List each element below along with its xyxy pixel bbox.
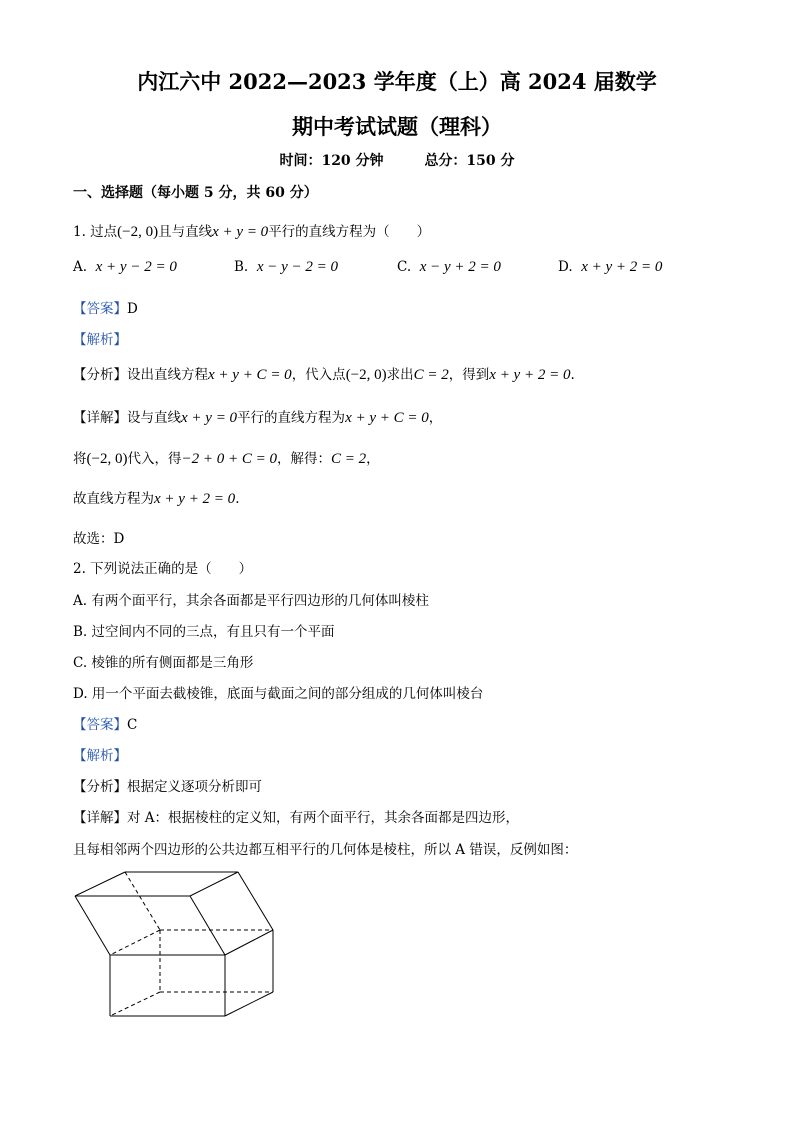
q1-option-c xyxy=(397,259,501,276)
q1-stem-a: 1. 过点 xyxy=(73,224,118,240)
q1-stem xyxy=(73,220,430,241)
edge xyxy=(190,872,238,896)
option-text: x + y + 2 = 0 xyxy=(581,259,663,275)
fenxi-text: . xyxy=(570,367,575,383)
xiangjie-text: 代入，得 xyxy=(127,451,182,467)
q1-point: (−2, 0) xyxy=(117,224,159,240)
q1-fenxi xyxy=(73,363,575,384)
xiangjie-text: 故直线方程为 xyxy=(73,491,154,507)
xiangjie-eq: x + y + 2 = 0 xyxy=(154,491,236,507)
answer-tag: 【答案】 xyxy=(73,717,127,733)
q2-option-d: D. 用一个平面去截棱锥，底面与截面之间的部分组成的几何体叫棱台 xyxy=(73,686,484,702)
q1-choose: 故选：D xyxy=(73,531,125,547)
q1-xiangjie-1 xyxy=(73,406,442,427)
q1-option-a xyxy=(73,259,177,276)
q1-option-d xyxy=(558,259,662,276)
edge xyxy=(75,896,110,955)
q1-stem-c: 平行的直线方程为（ ） xyxy=(268,224,431,240)
fenxi-text: 根据定义逐项分析即可 xyxy=(127,779,262,795)
q2-stem: 2. 下列说法正确的是（ ） xyxy=(73,561,253,577)
fenxi-eq: x + y + C = 0 xyxy=(208,367,292,383)
exam-subtitle: 期中考试试题（理科） xyxy=(292,114,502,139)
answer-value: C xyxy=(127,717,138,733)
xiangjie-text: ， xyxy=(366,451,380,467)
q1-line: x + y = 0 xyxy=(212,224,269,240)
xiangjie-text: 平行的直线方程为 xyxy=(237,410,346,426)
exam-score: 总分：150 分 xyxy=(424,153,515,169)
xiangjie-eq: x + y = 0 xyxy=(181,410,238,426)
xiangjie-eq: C = 2 xyxy=(330,451,367,467)
fenxi-text: 设出直线方程 xyxy=(127,367,208,383)
answer-value: D xyxy=(127,301,138,317)
q1-xiangjie-2 xyxy=(73,447,380,468)
fenxi-tag: 【分析】 xyxy=(73,779,127,795)
xiangjie-text: . xyxy=(235,491,240,507)
xiangjie-point: (−2, 0) xyxy=(86,451,128,467)
section-heading: 一、选择题（每小题 5 分，共 60 分） xyxy=(73,185,318,201)
q2-option-c: C. 棱锥的所有侧面都是三角形 xyxy=(73,655,254,671)
q2-fenxi xyxy=(73,775,262,795)
xiangjie-eq: −2 + 0 + C = 0 xyxy=(181,451,277,467)
xiangjie-text: ，解得： xyxy=(276,451,331,467)
xiangjie-text: 将 xyxy=(73,451,87,467)
option-key: A. xyxy=(73,259,88,275)
q2-analysis-tag: 【解析】 xyxy=(73,748,127,764)
edge xyxy=(238,872,273,930)
xiangjie-eq: x + y + C = 0 xyxy=(345,410,429,426)
fenxi-text: 求出 xyxy=(386,367,414,383)
edge xyxy=(225,992,273,1016)
q1-answer xyxy=(73,297,138,317)
hidden-edge xyxy=(110,992,160,1016)
q2-xiangjie-1 xyxy=(73,806,519,826)
hidden-edge xyxy=(125,872,160,930)
xiangjie-tag: 【详解】 xyxy=(73,410,127,426)
option-key: B. xyxy=(234,259,249,275)
xiangjie-text: 对 A：根据棱柱的定义知，有两个面平行，其余各面都是四边形， xyxy=(127,810,520,826)
q1-analysis-tag: 【解析】 xyxy=(73,332,127,348)
exam-meta xyxy=(0,150,794,170)
solid-figure xyxy=(73,862,283,1022)
answer-tag: 【答案】 xyxy=(73,301,127,317)
fenxi-text: ，代入点 xyxy=(291,367,346,383)
q2-option-a: A. 有两个面平行，其余各面都是平行四边形的几何体叫棱柱 xyxy=(73,593,429,609)
q1-xiangjie-3 xyxy=(73,487,239,508)
xiangjie-text: ， xyxy=(428,410,443,426)
fenxi-text: ，得到 xyxy=(448,367,490,383)
q1-option-b xyxy=(234,259,338,276)
q2-option-b: B. 过空间内不同的三点，有且只有一个平面 xyxy=(73,624,335,640)
edge xyxy=(190,896,225,955)
fenxi-tag: 【分析】 xyxy=(73,367,127,383)
xiangjie-tag: 【详解】 xyxy=(73,810,127,826)
edge xyxy=(75,872,125,896)
option-key: C. xyxy=(397,259,412,275)
edge xyxy=(225,930,273,955)
exam-title: 内江六中 2022—2023 学年度（上）高 2024 届数学 xyxy=(137,69,657,94)
fenxi-eq: C = 2 xyxy=(413,367,449,383)
option-text: x + y − 2 = 0 xyxy=(95,259,177,275)
xiangjie-text: 设与直线 xyxy=(127,410,181,426)
q2-answer xyxy=(73,713,137,733)
option-key: D. xyxy=(558,259,573,275)
q2-xiangjie-2: 且每相邻两个四边形的公共边都互相平行的几何体是棱柱，所以 A 错误，反例如图： xyxy=(73,842,578,858)
fenxi-point: (−2, 0) xyxy=(345,367,387,383)
option-text: x − y + 2 = 0 xyxy=(419,259,501,275)
q1-stem-b: 且与直线 xyxy=(158,224,213,240)
hidden-edge xyxy=(110,930,160,955)
exam-time: 时间：120 分钟 xyxy=(279,153,384,169)
fenxi-eq: x + y + 2 = 0 xyxy=(489,367,571,383)
option-text: x − y − 2 = 0 xyxy=(256,259,338,275)
